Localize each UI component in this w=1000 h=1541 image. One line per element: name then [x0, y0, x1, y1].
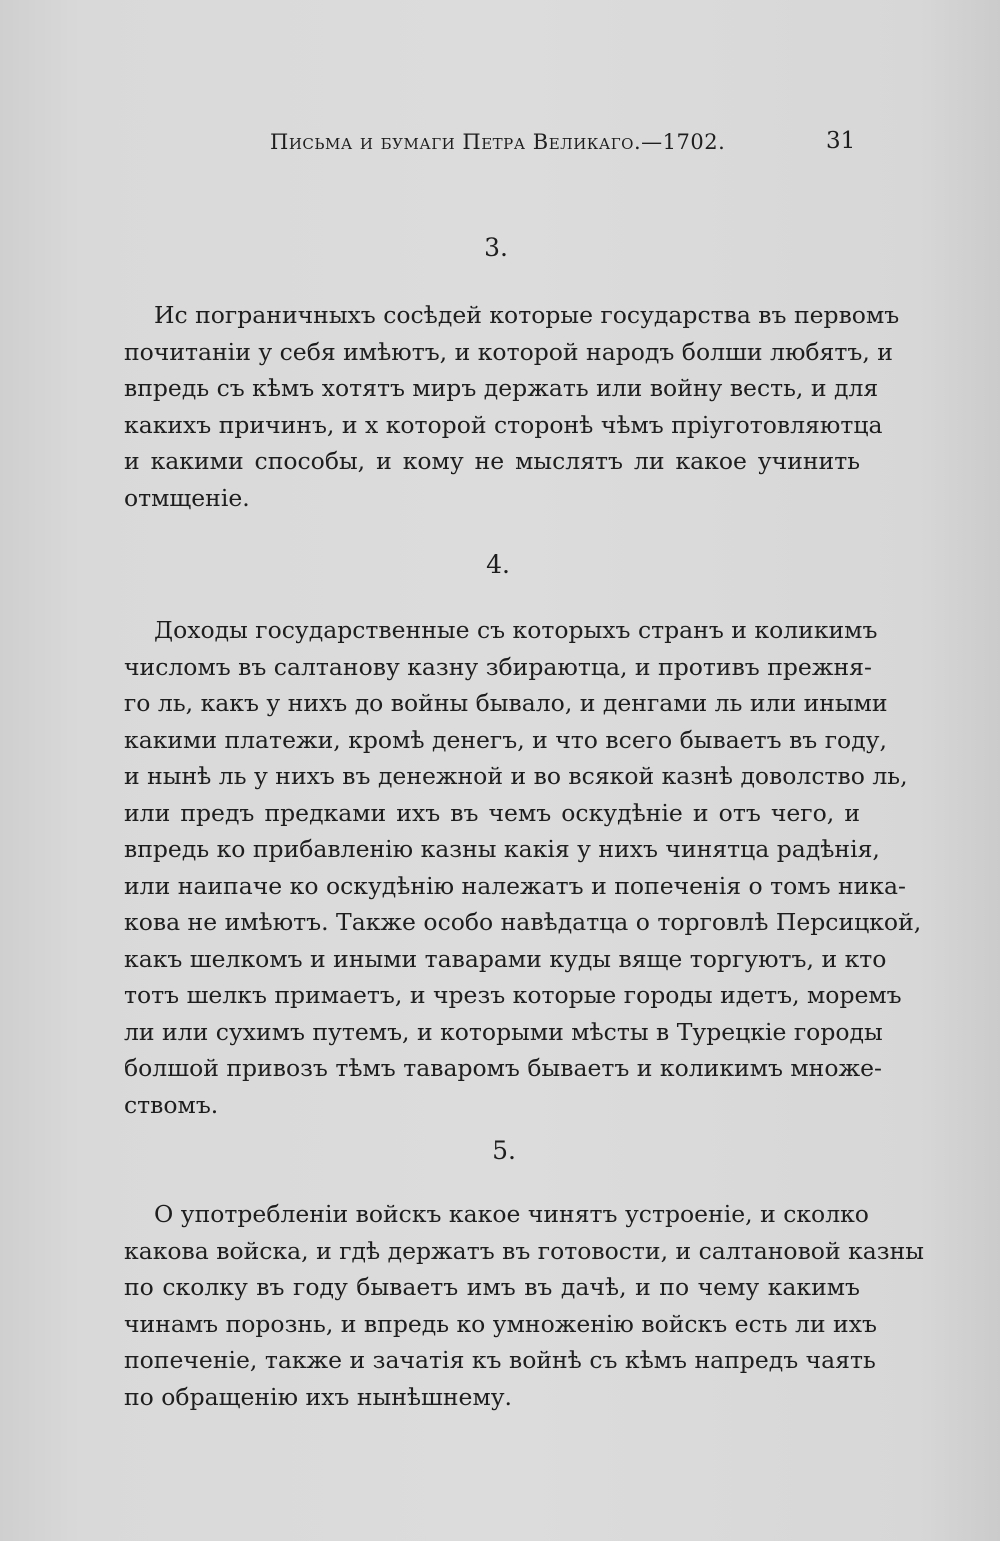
- text-line: по сколку въ году бываетъ имъ въ дачѣ, и по чему какимъ: [124, 1273, 860, 1301]
- text-line: О употребленiи войскъ какое чинятъ устроенiе, и сколко: [154, 1200, 869, 1228]
- section-number-4: 4.: [486, 550, 510, 579]
- text-line: какими платежи, кромѣ денегъ, и что всего бываетъ въ году,: [124, 725, 887, 754]
- text-line: тотъ шелкъ примаетъ, и чрезъ которые городы идетъ, моремъ: [124, 981, 902, 1009]
- text-line: и какими способы, и кому не мыслятъ ли какое учинить: [124, 447, 860, 475]
- text-line: попеченiе, также и зачатiя къ войнѣ съ кѣмъ напредъ чаять: [124, 1346, 876, 1374]
- text-line: и нынѣ ль у нихъ въ денежной и во всякой казнѣ доволство ль,: [124, 762, 908, 790]
- text-line: или предъ предками ихъ въ чемъ оскудѣнiе и отъ чего, и: [124, 798, 860, 827]
- page-number: 31: [826, 128, 856, 154]
- text-line: впредь съ кѣмъ хотятъ миръ держать или войну весть, и для: [124, 374, 879, 402]
- text-line: какихъ причинъ, и х которой сторонѣ чѣмъ прiуготовляютца: [124, 410, 883, 439]
- text-line: болшой привозъ тѣмъ таваромъ бываетъ и коликимъ множе-: [124, 1054, 882, 1082]
- paragraph-5: [124, 1196, 924, 1415]
- text-line: Ис пограничныхъ сосѣдей которые государства въ первомъ: [154, 301, 900, 329]
- paragraph-3: [124, 297, 900, 516]
- text-line: почитанiи у себя имѣютъ, и которой народъ болши любятъ, и: [124, 337, 893, 366]
- text-line: кова не имѣютъ. Также особо навѣдатца о торговлѣ Персицкой,: [124, 908, 922, 936]
- text-line: го ль, какъ у нихъ до войны бывало, и денгами ль или иными: [124, 689, 888, 717]
- section-number-5: 5.: [492, 1136, 516, 1165]
- text-line: чинамъ порознь, и впредь ко умноженiю войскъ есть ли ихъ: [124, 1309, 877, 1338]
- text-line: какъ шелкомъ и иными таварами куды вяще торгуютъ, и кто: [124, 944, 887, 973]
- text-line: числомъ въ салтанову казну збираютца, и противъ прежня-: [124, 652, 872, 681]
- running-title: Письма и бумаги Петра Великаго.—1702.: [270, 130, 726, 154]
- paragraph-4: [124, 612, 922, 1123]
- text-line: по обращенiю ихъ нынѣшнему.: [124, 1382, 513, 1411]
- text-line: впредь ко прибавленiю казны какiя у нихъ чинятца радѣнiя,: [124, 835, 880, 863]
- text-line: или наипаче ко оскудѣнiю належатъ и попеченiя о томъ ника-: [124, 871, 906, 900]
- text-line: ли или сухимъ путемъ, и которыми мѣсты в Турецкiе городы: [124, 1017, 883, 1046]
- text-line: ствомъ.: [124, 1090, 219, 1119]
- text-line: Доходы государственные съ которыхъ странъ и коликимъ: [154, 616, 878, 644]
- text-line: отмщенiе.: [124, 483, 250, 512]
- text-line: какова войска, и гдѣ держатъ въ готовости, и салтановой казны: [124, 1236, 924, 1265]
- section-number-3: 3.: [484, 233, 508, 262]
